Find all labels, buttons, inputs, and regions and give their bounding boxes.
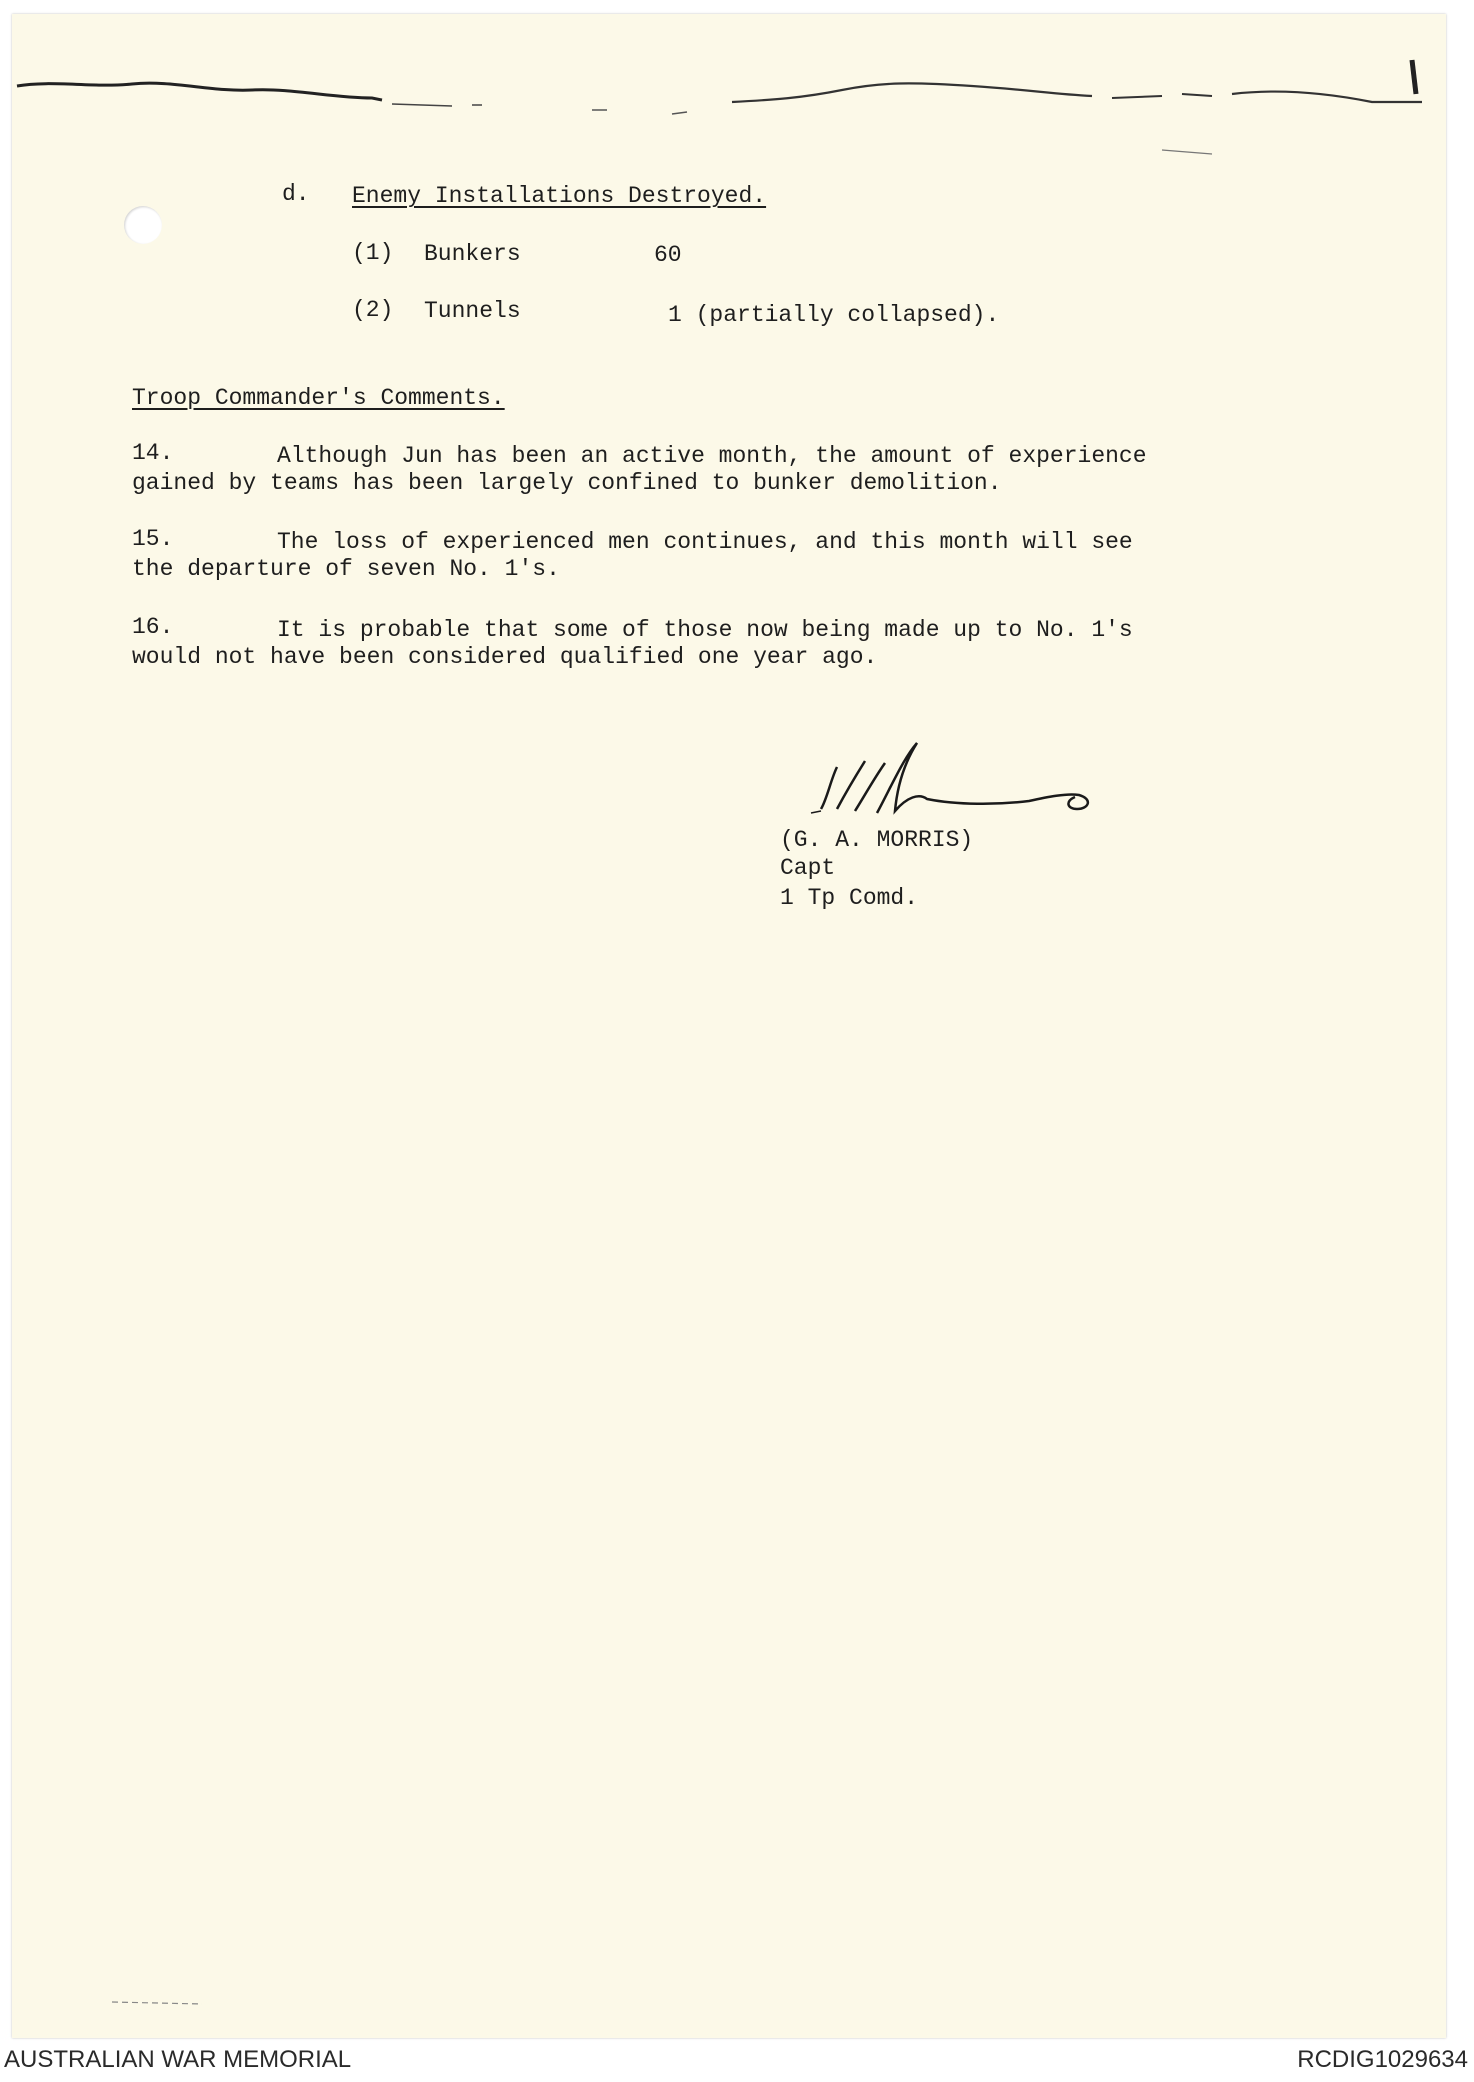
paragraph-15-number: 15. bbox=[132, 526, 174, 552]
paragraph-16-number: 16. bbox=[132, 614, 174, 640]
signatory-rank: Capt bbox=[780, 855, 836, 881]
paragraph-15-line-2: the departure of seven No. 1's. bbox=[132, 556, 560, 582]
signatory-role: 1 Tp Comd. bbox=[780, 885, 919, 911]
bottom-mark bbox=[12, 1994, 312, 2014]
section-heading: Enemy Installations Destroyed. bbox=[352, 183, 767, 209]
paragraph-16-line-1: It is probable that some of those now being made up to No. 1's bbox=[277, 617, 1133, 643]
signatory-name: (G. A. MORRIS) bbox=[780, 827, 974, 853]
paragraph-14-number: 14. bbox=[132, 440, 174, 466]
comments-heading: Troop Commander's Comments. bbox=[132, 385, 505, 411]
item-2-label: Tunnels bbox=[424, 298, 521, 324]
item-2-number: (2) bbox=[352, 297, 394, 323]
paper-sheet bbox=[12, 14, 1446, 2038]
item-1-value: 60 bbox=[654, 242, 682, 268]
paragraph-15-line-1: The loss of experienced men continues, and this month will see bbox=[277, 529, 1133, 555]
section-letter: d. bbox=[282, 181, 310, 207]
item-1-label: Bunkers bbox=[424, 241, 521, 267]
footer-institution: AUSTRALIAN WAR MEMORIAL bbox=[4, 2046, 352, 2073]
punch-hole bbox=[124, 206, 162, 244]
torn-top-edge bbox=[12, 58, 1446, 178]
item-2-value: 1 (partially collapsed). bbox=[668, 302, 1000, 328]
paragraph-14-line-1: Although Jun has been an active month, the amount of experience bbox=[277, 443, 1147, 469]
item-1-number: (1) bbox=[352, 240, 394, 266]
paragraph-16-line-2: would not have been considered qualified one year ago. bbox=[132, 644, 878, 670]
paragraph-14-line-2: gained by teams has been largely confined to bunker demolition. bbox=[132, 470, 1002, 496]
footer-record-id: RCDIG1029634 bbox=[1297, 2046, 1468, 2073]
